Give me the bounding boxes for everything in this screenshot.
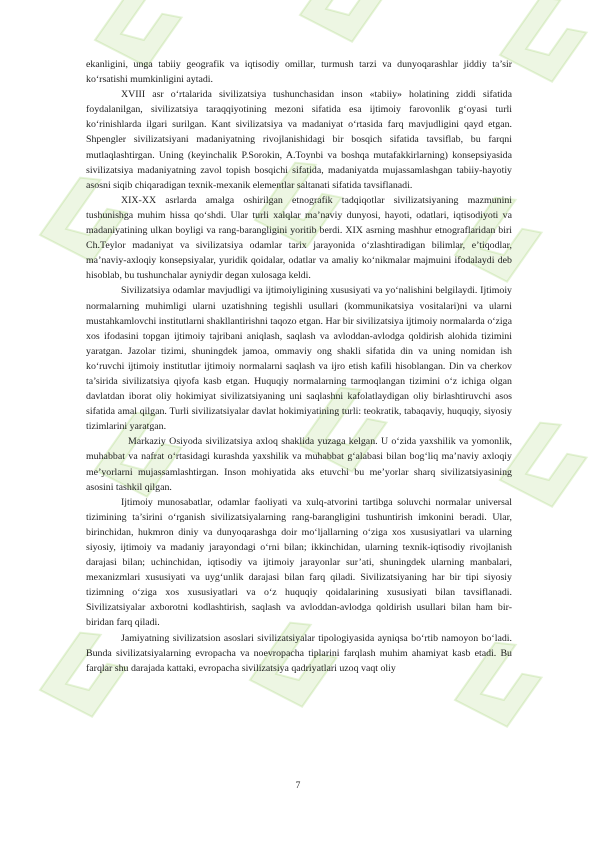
paragraph-ethnographic-research: XIX-XX asrlarda amalga oshirilgan etnografik tadqiqotlar sivilizatsiyaning mazmunini tushunishga muhim hissa qo‘shdi. Ular turli xalqlar ma’naviy dunyosi, hayoti, odatlari, iqtisodiyoti va madaniyatining ulkan boyligi va rang-barangligini yoritib berdi. XIX asrning mashhur etnograflaridan biri Ch.Teylor madaniyat va sivilizatsiya odamlar tarix jarayonida o‘zlashtiradigan bilimlar, e’tiqodlar, ma’naviy-axloqiy konsepsiyalar, yuridik qoidalar, odatlar va amaliy ko‘nikmalar majmuini ifodalaydi deb hisoblab, bu tushunchalar ayniydir degan xulosaga keldi. (86, 194, 512, 282)
paragraph-xviii-century: XVIII asr o‘rtalarida sivilizatsiya tushunchasidan inson «tabiiy» holatining ziddi sifatida foydalanilgan, sivilizatsiya taraqqiyotining mezoni sifatida esa ijtimoiy farovonlik g‘oyasi turli ko‘rinishlarda ilgari surilgan. Kant sivilizatsiya va madaniyat o‘rtasida farq mavjudligini qayd etgan. Shpengler sivilizatsiyani madaniyatning rivojlanishidagi bir bosqich sifatida tavsiflab, bu farqni mutlaqlashtirgan. Uning (keyinchalik P.Sorokin, A.Toynbi va boshqa mutafakkirlarning) konsepsiyasida sivilizatsiya madaniyatning zavol topish bosqichi sifatida, madaniyatda mujassamlashgan tabiiy-hayotiy asosni siqib chiqaradigan texnik-mexanik elementlar saltanati sifatida tavsiflanadi. (86, 89, 512, 191)
body-text (86, 57, 512, 676)
paragraph-continuation: ekanligini, unga tabiiy geografik va iqtisodiy omillar, turmush tarzi va dunyoqarashlar jiddiy ta’sir ko‘rsatishi mumkinligini aytadi. (86, 59, 512, 86)
paragraph-social-relations: Ijtimoiy munosabatlar, odamlar faoliyati va xulq-atvorini tartibga soluvchi normalar universal tizimining ta’sirini o‘rganish sivilizatsiyalarning rang-barangligini tushuntirish imkonini beradi. Ular, birinchidan, hukmron diniy va dunyoqarashga doir mo‘ljallarning o‘ziga xos xususiyatlari va ularning siyosiy, ijtimoiy va madaniy jarayondagi o‘rni bilan; ikkinchidan, ularning texnik-iqtisodiy rivojlanish darajasi bilan; uchinchidan, iqtisodiy va ijtimoiy jarayonlar sur’ati, shuningdek ularning manbalari, mexanizmlari xususiyati va uyg‘unlik darajasi bilan farq qiladi. Sivilizatsiyaning har bir tipi siyosiy tizimning o‘ziga xos xususiyatlari va o‘z huquqiy qoidalarining xususiyati bilan tavsiflanadi. Sivilizatsiyalar axborotni kodlashtirish, saqlash va avloddan-avlodga qoldirish usullari bilan ham bir-biridan farq qiladi. (86, 496, 512, 629)
paragraph-social-norms: Sivilizatsiya odamlar mavjudligi va ijtimoiyligining xususiyati va yo‘nalishini belgilaydi. Ijtimoiy normalarning muhimligi ularni uzatishning tegishli usullari (kommunikatsiya vositalari)ni va ularni mustahkamlovchi institutlarni shakllantirishni taqozo etgan. Har bir sivilizatsiya ijtimoiy normalarda o‘ziga xos ifodasini topgan ijtimoiy tajribani aniqlash, saqlash va avloddan-avlodga qoldirish alohida tizimini yaratgan. Jazolar tizimi, shuningdek jamoa, ommaviy ong shakli sifatida din va uning nomidan ish ko‘ruvchi ijtimoiy institutlar ijtimoiy normalarni saqlash va ijro etish kafili hisoblangan. Din va cherkov ta’sirida sivilizatsiya qiyofa kasb etgan. Huquqiy normalarning tarmoqlangan tizimini o‘z ichiga olgan davlatdan iborat oliy hokimiyat sivilizatsiyaning uni saqlashni kafolatlaydigan oliy birlashtiruvchi asos sifatida amal qilgan. Turli sivilizatsiyalar davlat hokimiyatining turli: teokratik, tabaqaviy, huquqiy, siyosiy tizimlarini yaratgan. (86, 285, 512, 433)
paragraph-central-asia: Markaziy Osiyoda sivilizatsiya axloq shaklida yuzaga kelgan. U o‘zida yaxshilik va yomonlik, muhabbat va nafrat o‘rtasidagi kurashda yaxshilik va muhabbat g‘alabasi bilan bog‘liq ma’naviy axloqiy me’yorlarni mujassamlashtirgan. Inson mohiyatida aks etuvchi bu me’yorlar sharq sivilizatsiyasining asosini tashkil qilgan. (86, 436, 512, 493)
page-number: 7 (295, 781, 301, 791)
paragraph-typology: Jamiyatning sivilizatsion asoslari sivilizatsiyalar tipologiyasida ayniqsa bo‘rtib namoyon bo‘ladi. Bunda sivilizatsiyalarning evropacha va noevropacha tiplarini farqlash muhim ahamiyat kasb etadi. Bu farqlar shu darajada kattaki, evropacha sivilizatsiya qadriyatlari uzoq vaqt oliy (86, 632, 512, 674)
